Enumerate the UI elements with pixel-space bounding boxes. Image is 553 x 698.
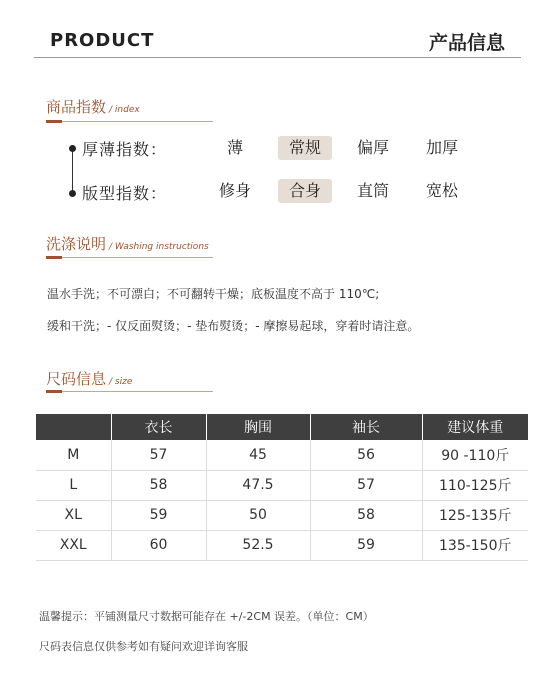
- measurement-tip: 温馨提示：平铺测量尺寸数据可能存在 +/-2CM 误差。（单位：CM）: [39, 610, 374, 623]
- header-chest: 胸围: [206, 414, 310, 440]
- table-cell: 45: [206, 440, 310, 470]
- thickness-option-regular: 常规: [278, 136, 332, 160]
- wash-subtitle: / Washing instructions: [109, 242, 209, 252]
- table-cell: XL: [36, 500, 111, 530]
- divider-accent: [46, 256, 62, 259]
- header-product-label: PRODUCT: [50, 30, 155, 51]
- wash-instruction-line: 缓和干洗；- 仅反面熨烫；- 垫布熨烫；- 摩擦易起球，穿着时请注意。: [47, 319, 420, 333]
- size-table-header: [36, 414, 528, 440]
- table-cell: 90 -110斤: [422, 440, 528, 470]
- thickness-option-thick: 偏厚: [356, 138, 389, 157]
- index-dot: [69, 145, 76, 152]
- table-cell: L: [36, 470, 111, 500]
- header-length: 衣长: [111, 414, 206, 440]
- table-row: [36, 500, 528, 530]
- page-header: [34, 28, 521, 58]
- wash-title-text: 洗涤说明: [46, 235, 107, 253]
- size-subtitle: / size: [109, 377, 133, 387]
- table-cell: 60: [111, 530, 206, 560]
- size-chart-disclaimer: 尺码表信息仅供参考如有疑问欢迎详询客服: [39, 640, 248, 653]
- size-section-title: [46, 368, 132, 389]
- table-cell: XXL: [36, 530, 111, 560]
- header-weight: 建议体重: [422, 414, 528, 440]
- index-section-divider: [46, 121, 213, 122]
- table-cell: 47.5: [206, 470, 310, 500]
- header-size: [36, 414, 111, 440]
- divider-accent: [46, 120, 62, 123]
- index-title-text: 商品指数: [46, 98, 107, 116]
- table-cell: 56: [310, 440, 422, 470]
- size-title-text: 尺码信息: [46, 370, 107, 388]
- header-sleeve: 袖长: [310, 414, 422, 440]
- table-row: [36, 530, 528, 560]
- index-subtitle: / index: [109, 105, 140, 115]
- table-row: [36, 470, 528, 500]
- index-timeline-line: [72, 148, 73, 193]
- table-cell: 110-125斤: [422, 470, 528, 500]
- table-cell: 59: [310, 530, 422, 560]
- header-product-info-title: 产品信息: [428, 32, 505, 54]
- table-cell: 58: [310, 500, 422, 530]
- divider-accent: [46, 390, 62, 393]
- wash-section-divider: [46, 257, 213, 258]
- table-cell: M: [36, 440, 111, 470]
- fit-option-slim: 修身: [218, 181, 251, 200]
- thickness-option-extra-thick: 加厚: [425, 138, 458, 157]
- table-cell: 50: [206, 500, 310, 530]
- fit-option-regular: 合身: [278, 179, 332, 203]
- wash-section-title: [46, 233, 209, 254]
- index-dot: [69, 190, 76, 197]
- table-cell: 135-150斤: [422, 530, 528, 560]
- table-cell: 59: [111, 500, 206, 530]
- table-cell: 52.5: [206, 530, 310, 560]
- table-row: [36, 440, 528, 470]
- index-section-title: [46, 96, 140, 117]
- fit-option-straight: 直筒: [356, 181, 389, 200]
- table-cell: 57: [310, 470, 422, 500]
- wash-instruction-line: 温水手洗；不可漂白；不可翻转干燥；底板温度不高于 110℃;: [47, 287, 380, 301]
- thickness-option-thin: 薄: [226, 138, 243, 157]
- size-section-divider: [46, 391, 213, 392]
- table-cell: 125-135斤: [422, 500, 528, 530]
- size-table: [36, 414, 528, 561]
- thickness-index-label: 厚薄指数：: [82, 140, 168, 159]
- table-cell: 58: [111, 470, 206, 500]
- table-cell: 57: [111, 440, 206, 470]
- fit-index-label: 版型指数：: [82, 184, 168, 203]
- fit-option-loose: 宽松: [425, 181, 458, 200]
